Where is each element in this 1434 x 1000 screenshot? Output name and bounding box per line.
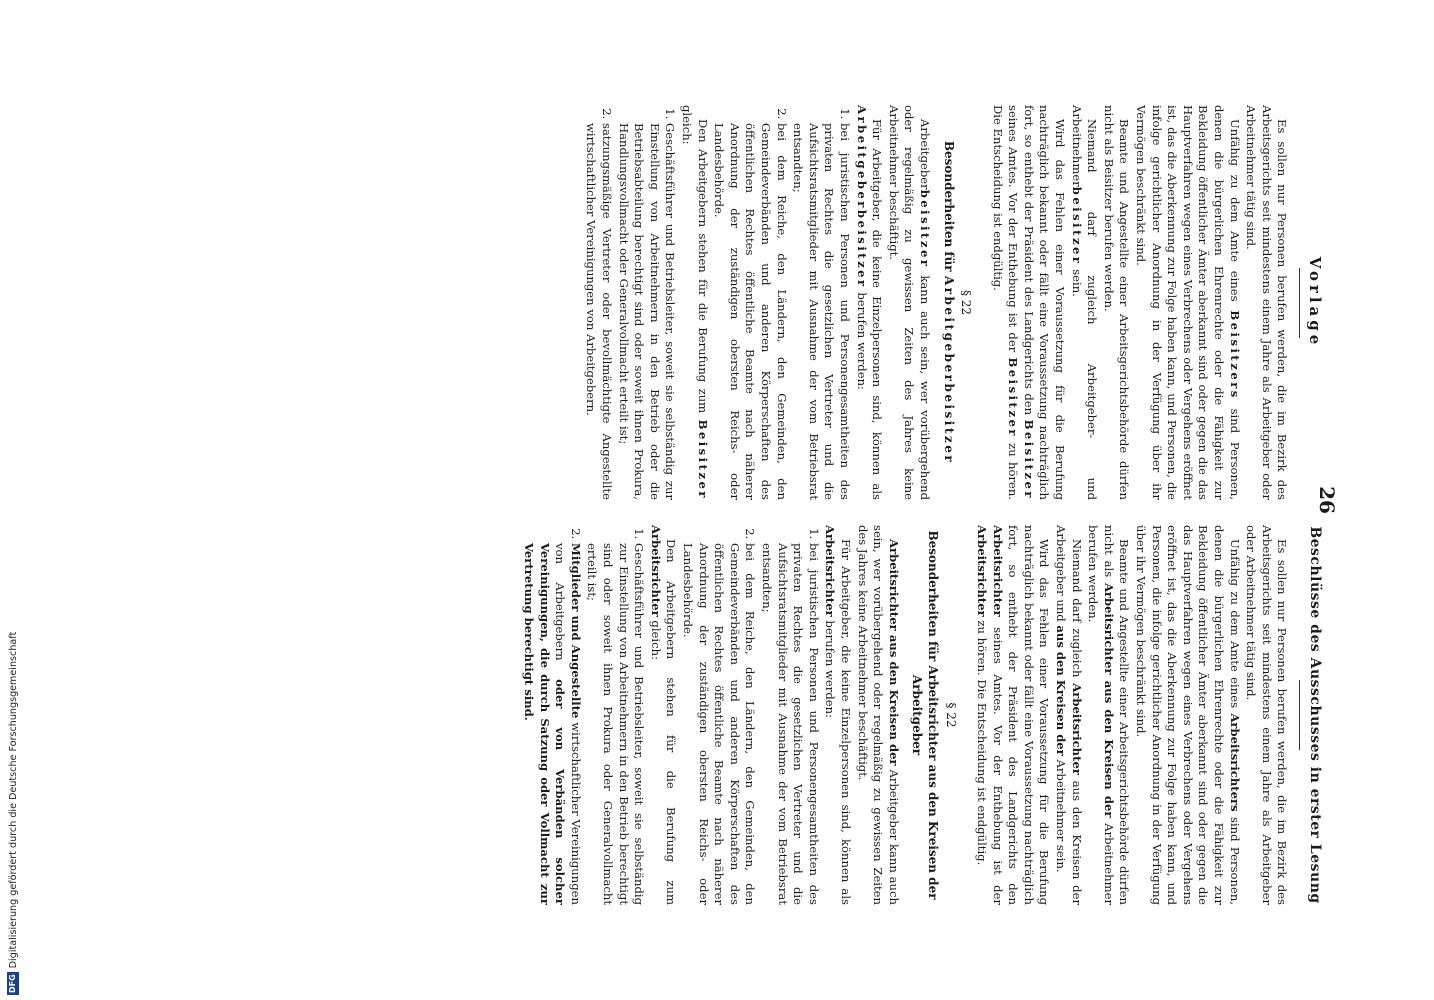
paragraph: Für Arbeitgeber, die keine Einzelpersonen sind, können als Arbeitgeberbeisitzer berufen werden: bbox=[854, 105, 885, 500]
paragraph: Unfähig zu dem Amte eines Arbeitsrichters sind Personen, denen die bürgerlichen Ehrenrechte oder die Fähigkeit zur Bekleidung öffentlicher Ämter aberkannt sind oder gegen die das Hauptverfahren wegen eines Verbrechens oder Vergehens eröffnet ist, das die Aberkennung zur Folge haben kann, und Personen, die infolge gerichtlicher Anordnung in der Verfügung über ihr Vermögen beschränkt sind. bbox=[1134, 525, 1242, 905]
column-title-beschluesse: Beschlüsse des Ausschusses in erster Lesung bbox=[1307, 526, 1323, 904]
paragraph: Den Arbeitgebern stehen für die Berufung zum Beisitzer gleich: bbox=[680, 105, 710, 500]
list-item: 1. Geschäftsführer und Betriebsleiter, soweit sie selbständig zur Einstellung von Arbeitnehmern in den Betrieb berechtigt sind oder soweit ihnen Prokura oder Generalvollmacht erteilt ist; bbox=[584, 543, 646, 905]
list-item: 2. bei dem Reiche, den Ländern, den Gemeinden, den Gemeindeverbänden und anderen Körperschaften des öffentlichen Rechtes öffentliche Beamte nach näherer Anordnung der zuständigen obersten Reichs- oder Landesbehörde. bbox=[711, 123, 789, 500]
paragraph: Es sollen nur Personen berufen werden, die im Bezirk des Arbeitsgerichts seit mindestens einem Jahre als Arbeitgeber oder Arbeitnehmer tätig sind. bbox=[1244, 525, 1290, 905]
paragraph: Wird das Fehlen einer Voraussetzung für die Berufung nachträglich bekannt oder fällt eine Voraussetzung nachträglich fort, so enthebt der Präsident des Landgerichts den Arbeitsrichter seines Amtes. Vor der Enthebung ist der Arbeitsrichter zu hören. Die Entscheidung ist endgültig. bbox=[975, 525, 1052, 905]
paragraph: Arbeitsrichter aus den Kreisen der Arbeitgeber kann auch sein, wer vorübergehend oder regelmäßig zu gewissen Zeiten des Jahres keine Arbeitnehmer beschäftigt. bbox=[855, 525, 901, 905]
list bbox=[521, 525, 647, 905]
column-title-vorlage: Vorlage bbox=[1306, 256, 1324, 349]
paragraph: Wird das Fehlen einer Voraussetzung für die Berufung nachträglich bekannt oder fällt eine Voraussetzung nachträglich fort, so enthebt der Präsident des Landgerichts den Beisitzer seines Amtes. Vor der Enthebung ist der Beisitzer zu hören. Die Entscheidung ist endgültig. bbox=[990, 105, 1068, 500]
paragraph: Beamte und Angestellte einer Arbeitsgerichtsbehörde dürfen nicht als Arbeitsrichter aus den Kreisen der Arbeitnehmer berufen werden. bbox=[1086, 525, 1132, 905]
list-item: 2. satzungsmäßige Vertreter oder bevollmächtigte Angestellte wirtschaftlicher Vereinigungen von Arbeitgebern. bbox=[583, 123, 614, 500]
page-number: 26 bbox=[1315, 486, 1339, 514]
paragraph: Es sollen nur Personen berufen werden, die im Bezirk des Arbeitsgerichts seit mindestens einem Jahre als Arbeitgeber oder Arbeitnehmer tätig sind. bbox=[1244, 105, 1290, 500]
footer-text: Digitalisierung gefördert durch die Deutsche Forschungsgemeinschaft bbox=[8, 631, 19, 969]
list-item: 2. Mitglieder und Angestellte wirtschaftlicher Vereinigungen von Arbeitgebern oder von Verbänden solcher Vereinigungen, die durch Satzung oder Vollmacht zur Vertretung berechtigt sind. bbox=[521, 543, 583, 905]
paragraph: Den Arbeitgebern stehen für die Berufung zum Arbeitsrichter gleich: bbox=[648, 525, 679, 905]
list bbox=[679, 525, 820, 905]
dfg-logo-icon: DFG bbox=[8, 974, 17, 993]
paragraph: Niemand darf zugleich Arbeitsrichter aus den Kreisen der Arbeitgeber und aus den Kreisen der Arbeitnehmer sein. bbox=[1054, 525, 1084, 905]
paragraph: Für Arbeitgeber, die keine Einzelpersonen sind, können als Arbeitsrichter berufen werden: bbox=[823, 525, 853, 905]
title-rule bbox=[1299, 268, 1300, 338]
section-title: Besonderheiten für Arbeitsrichter aus den Kreisen der Arbeitgeber bbox=[910, 530, 940, 900]
list-item: 1. bei juristischen Personen und Personengesamtheiten des privaten Rechtes die gesetzlichen Vertreter und die Aufsichtsratsmitglieder mit Ausnahme der vom Betriebsrat entsandten; bbox=[790, 123, 852, 500]
list bbox=[583, 105, 678, 500]
paragraph: Unfähig zu dem Amte eines Beisitzers sind Personen, denen die bürgerlichen Ehrenrechte oder die Fähigkeit zur Bekleidung öffentlicher Ämter aberkannt sind oder gegen die das Hauptverfahren wegen eines Verbrechens oder Vergehens eröffnet ist, das die Aberkennung zur Folge haben kann, und Personen, die infolge gerichtlicher Anordnung in der Verfügung über ihr Vermögen beschränkt sind. bbox=[1134, 105, 1242, 500]
paragraph: Arbeitgeberbeisitzer kann auch sein, wer vorübergehend oder regelmäßig zu gewissen Zeiten des Jahres keine Arbeitnehmer beschäftigt. bbox=[886, 105, 932, 500]
digitization-footer bbox=[6, 605, 22, 995]
paragraph: Beamte und Angestellte einer Arbeitsgerichtsbehörde dürfen nicht als Beisitzer berufen werden. bbox=[1101, 105, 1132, 500]
list-item: 2. bei dem Reiche, den Ländern, den Gemeinden, den Gemeindeverbänden und anderen Körperschaften des öffentlichen Rechtes öffentliche Beamte nach näherer Anordnung der zuständigen obersten Reichs- oder Landesbehörde. bbox=[679, 543, 757, 905]
column-beschluesse bbox=[176, 525, 1326, 905]
column-vorlage bbox=[176, 105, 1326, 500]
list-item: 1. Geschäftsführer und Betriebsleiter, soweit sie selbständig zur Einstellung von Arbeitnehmern in den Betrieb oder die Betriebsabteilung berechtigt sind oder soweit ihnen Prokura, Handlungsvollmacht oder Generalvollmacht erteilt ist; bbox=[615, 123, 677, 500]
section-number: § 22 bbox=[959, 289, 974, 316]
title-rule bbox=[1299, 680, 1300, 750]
list bbox=[711, 105, 852, 500]
list-item: 1. bei juristischen Personen und Personengesamtheiten des privaten Rechtes die gesetzlichen Vertreter und die Aufsichtsratsmitglieder mit Ausnahme der vom Betriebsrat entsandten; bbox=[758, 543, 820, 905]
paragraph: Niemand darf zugleich Arbeitgeber- und Arbeitnehmerbeisitzer sein. bbox=[1069, 105, 1100, 500]
section-number: § 22 bbox=[943, 702, 958, 728]
section-title: Besonderheiten für Arbeitgeberbeisitzer bbox=[941, 140, 956, 465]
